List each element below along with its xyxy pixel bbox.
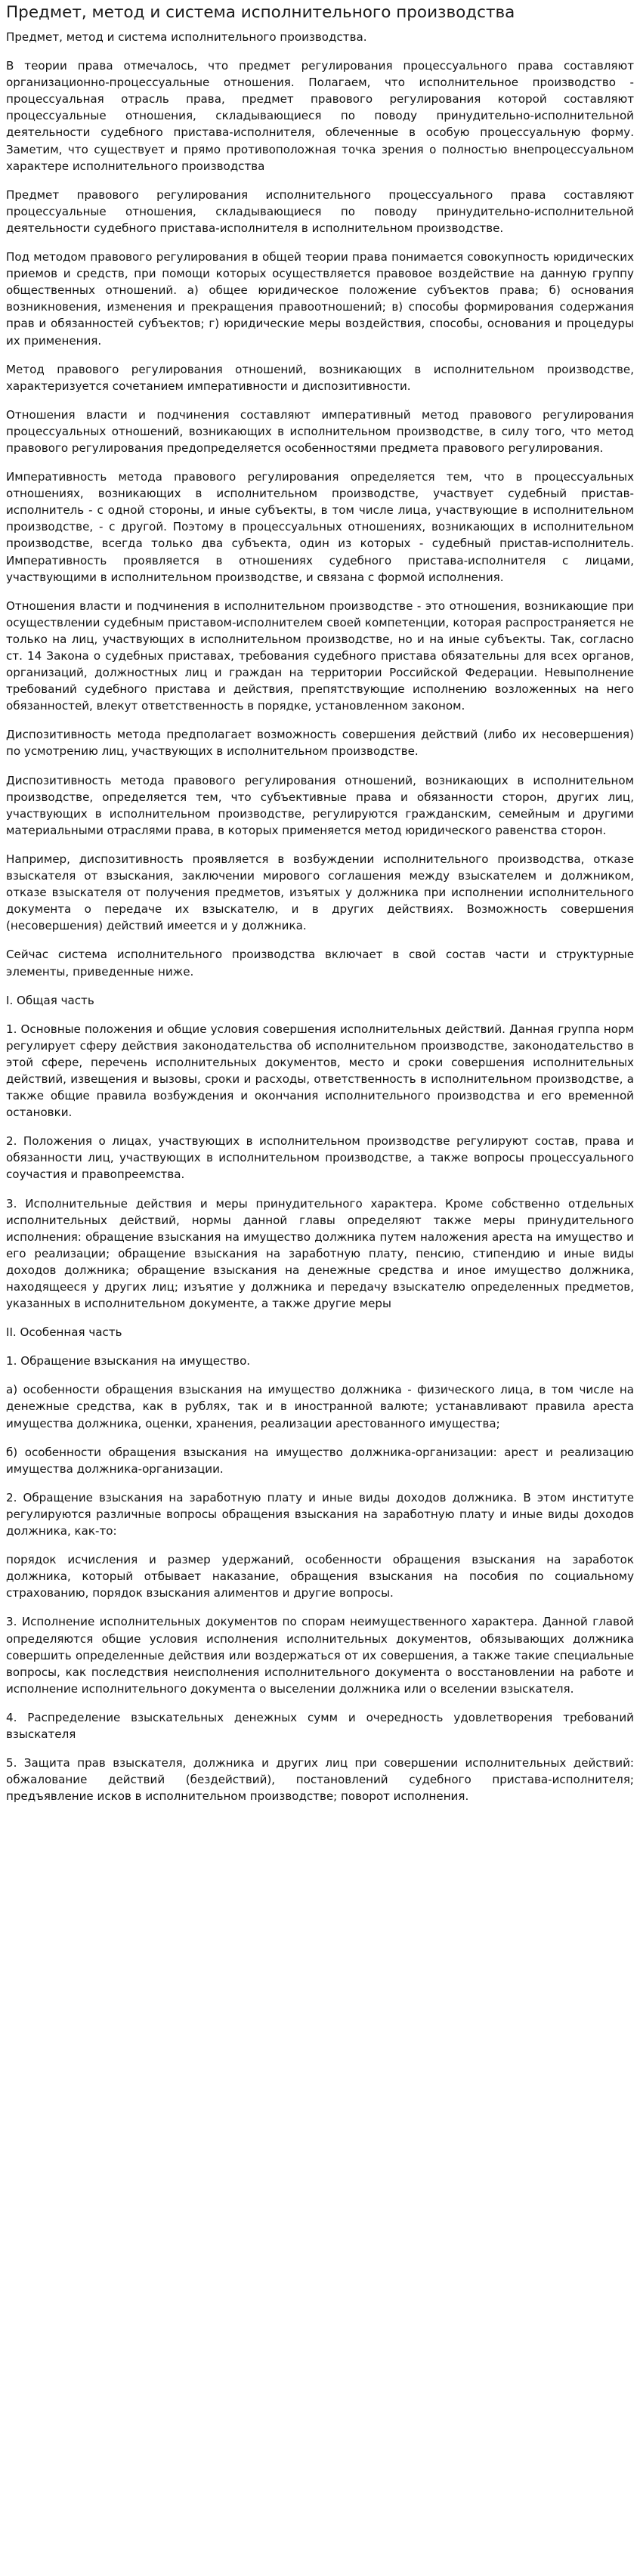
paragraph: 1. Основные положения и общие условия совершения исполнительных действий. Данная группа норм регулирует сферу действия законодательства об исполнительном производстве, законодательство в этой сфере, перечень исполнительных документов, место и сроки совершения исполнительных действий, извещения и вызовы, сроки и расходы, ответственность в исполнительном производстве, а также общие правила возбуждения и окончания исполнительного производства и его временной остановки.: [6, 1022, 634, 1120]
paragraph: Диспозитивность метода правового регулирования отношений, возникающих в исполнительном производстве, определяется тем, что субъективные права и обязанности сторон, других лиц, участвующих в исполнительном производстве, регулируются гражданским, семейным и другими материальными отраслями права, в которых применяется метод юридического равенства сторон.: [6, 773, 634, 837]
section-heading: II. Особенная часть: [6, 1325, 122, 1340]
article-body: [6, 29, 634, 1804]
paragraph: Диспозитивность метода предполагает возможность совершения действий (либо их несовершения) по усмотрению лиц, участвующих в исполнительном производстве.: [6, 728, 634, 759]
paragraph: 2. Обращение взыскания на заработную плату и иные виды доходов должника. В этом институте регулируются различные вопросы обращения взыскания на заработную плату и иные виды доходов должника, как-то:: [6, 1490, 634, 1538]
page-title: Предмет, метод и система исполнительного производства: [6, 3, 515, 22]
paragraph: Отношения власти и подчинения в исполнительном производстве - это отношения, возникающие при осуществлении судебным приставом-исполнителем своей компетенции, которая распространяется не только на лиц, участвующих в исполнительном производстве, но и на иные субъекты. Так, согласно ст. 14 Закона о судебных приставах, требования судебного пристава обязательны для всех органов, организаций, должностных лиц и граждан на территории Российской Федерации. Невыполнение требований судебного пристава и действия, препятствующие исполнению возложенных на него обязанностей, влекут ответственность в порядке, установленном законом.: [6, 598, 634, 713]
paragraph: 3. Исполнительные действия и меры принудительного характера. Кроме собственно отдельных исполнительных действий, нормы данной главы определяют также меры принудительного исполнения: обращение взыскания на имущество должника путем наложения ареста на имущество и его реализации; обращение взыскания на заработную плату, пенсию, стипендию и иные виды доходов должника; обращение взыскания на денежные средства и иное имущество должника, находящееся у других лиц; изъятие у должника и передачу взыскателю определенных предметов, указанных в исполнительном документе, а также другие меры: [6, 1196, 634, 1311]
paragraph: Под методом правового регулирования в общей теории права понимается совокупность юридических приемов и средств, при помощи которых осуществляется правовое воздействие на данную группу общественных отношений. а) общее юридическое положение субъектов права; б) основания возникновения, изменения и прекращения правоотношений; в) способы формирования содержания прав и обязанностей субъектов; г) юридические меры воздействия, способы, основания и процедуры их применения.: [6, 250, 634, 348]
paragraph: Отношения власти и подчинения составляют императивный метод правового регулирования процессуальных отношений, возникающих в исполнительном производстве, в силу того, что метод правового регулирования предопределяется особенностями предмета правового регулирования.: [6, 407, 634, 455]
paragraph: 4. Распределение взыскательных денежных сумм и очередность удовлетворения требований взыскателя: [6, 1710, 634, 1741]
paragraph: В теории права отмечалось, что предмет регулирования процессуального права составляют организационно-процессуальные отношения. Полагаем, что исполнительное производство - процессуальная отрасль права, предмет правового регулирования которой составляют процессуальные отношения, складывающиеся по поводу принудительно-исполнительной деятельности судебного пристава-исполнителя, облеченные в особую процессуальную форму. Заметим, что существует и прямо противоположная точка зрения о полностью внепроцессуальном характере исполнительного производства: [6, 59, 634, 173]
paragraph: 3. Исполнение исполнительных документов по спорам неимущественного характера. Данной главой определяются общие условия исполнения исполнительных документов, обязывающих должника совершить определенные действия или воздержаться от их совершения, а также такие специальные вопросы, как последствия неисполнения исполнительного документа о восстановлении на работе и исполнение исполнительного документа о выселении должника или о вселении взыскателя.: [6, 1615, 634, 1696]
paragraph: 1. Обращение взыскания на имущество.: [6, 1354, 251, 1368]
paragraph: Предмет, метод и система исполнительного производства.: [6, 30, 367, 44]
paragraph: Предмет правового регулирования исполнительного процессуального права составляют процессуальные отношения, складывающиеся по поводу принудительно-исполнительной деятельности судебного пристава-исполнителя в исполнительном производстве.: [6, 187, 634, 235]
section-heading: I. Общая часть: [6, 993, 94, 1007]
paragraph: Метод правового регулирования отношений, возникающих в исполнительном производстве, характеризуется сочетанием императивности и диспозитивности.: [6, 362, 634, 393]
paragraph: б) особенности обращения взыскания на имущество должника-организации: арест и реализацию имущества должника-организации.: [6, 1445, 634, 1476]
paragraph: порядок исчисления и размер удержаний, особенности обращения взыскания на заработок должника, который отбывает наказание, обращения взыскания на пособия по социальному страхованию, порядок взыскания алиментов и другие вопросы.: [6, 1553, 634, 1600]
paragraph: Сейчас система исполнительного производства включает в свой состав части и структурные элементы, приведенные ниже.: [6, 948, 634, 979]
paragraph: Например, диспозитивность проявляется в возбуждении исполнительного производства, отказе взыскателя от взыскания, заключении мирового соглашения между взыскателем и должником, отказе взыскателя от получения предметов, изъятых у должника при исполнении исполнительного документа о передаче их взыскателю, и в других действиях. Возможность совершения (несовершения) действий имеется и у должника.: [6, 852, 634, 933]
paragraph: 2. Положения о лицах, участвующих в исполнительном производстве регулируют состав, права и обязанности лиц, участвующих в исполнительном производстве, а также вопросы процессуального соучастия и правопреемства.: [6, 1134, 634, 1182]
paragraph: 5. Защита прав взыскателя, должника и других лиц при совершении исполнительных действий: обжалование действий (бездействий), постановлений судебного пристава-исполнителя; предъявление исков в исполнительном производстве; поворот исполнения.: [6, 1756, 634, 1804]
paragraph: а) особенности обращения взыскания на имущество должника - физического лица, в том числе на денежные средства, как в рублях, так и в иностранной валюте; устанавливают правила ареста имущества должника, оценки, хранения, реализации арестованного имущества;: [6, 1383, 634, 1430]
paragraph: Императивность метода правового регулирования определяется тем, что в процессуальных отношениях, возникающих в исполнительном производстве, участвует судебный пристав-исполнитель - с одной стороны, и иные субъекты, в том числе лица, участвующие в исполнительном производстве, - с другой. Поэтому в процессуальных отношениях, возникающих в исполнительном производстве, всегда только два субъекта, один из которых - судебный пристав-исполнитель. Императивность проявляется в отношениях судебного пристава-исполнителя с лицами, участвующими в исполнительном производстве, и связана с формой исполнения.: [6, 470, 634, 584]
